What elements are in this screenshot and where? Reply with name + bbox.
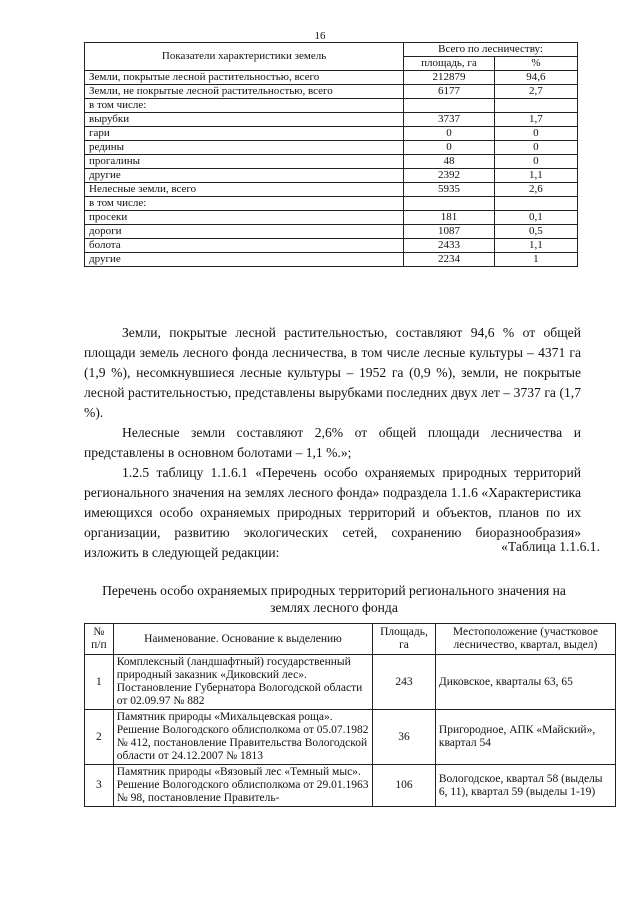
header-location: Местоположение (участковое лесничество, квартал, выдел)	[435, 624, 615, 655]
row-location: Пригородное, АПК «Майский», квартал 54	[435, 710, 615, 765]
page-number: 16	[314, 30, 326, 42]
row-area: 0	[404, 127, 495, 141]
row-pct: 94,6	[494, 71, 577, 85]
table-row	[85, 85, 578, 99]
row-area: 0	[404, 141, 495, 155]
header-name: Наименование. Основание к выделению	[113, 624, 372, 655]
row-label: в том числе:	[85, 99, 404, 113]
row-name: Памятник природы «Вязовый лес «Темный мыс». Решение Вологодского облисполкома от 29.01.1963 № 98, постановление Правитель-	[113, 765, 372, 807]
paragraph-table-amendment: 1.2.5 таблицу 1.1.6.1 «Перечень особо охраняемых природных территорий регионального значения на землях лесного фонда» подраздела 1.1.6 «Характеристика имеющихся особо охраняемых природных территорий и объектов, планов по их организации, развитию экологических сетей, сохранению биоразнообразия» изложить в следующей редакции:	[84, 465, 581, 560]
protected-areas-table	[84, 623, 616, 807]
row-area: 48	[404, 155, 495, 169]
header-pct: %	[494, 57, 577, 71]
row-label: гари	[85, 127, 404, 141]
header-area: Площадь, га	[373, 624, 436, 655]
row-label: другие	[85, 169, 404, 183]
row-area	[404, 99, 495, 113]
body-text	[84, 323, 581, 563]
row-pct: 1,1	[494, 169, 577, 183]
header-num: № п/п	[85, 624, 114, 655]
row-area: 36	[373, 710, 436, 765]
row-pct	[494, 197, 577, 211]
row-pct: 0,5	[494, 225, 577, 239]
row-name: Памятник природы «Михальцевская роща». Решение Вологодского облисполкома от 05.07.1982 № 412, постановление Правительства Вологодской области от 24.12.2007 № 1813	[113, 710, 372, 765]
table-row	[85, 155, 578, 169]
row-area: 6177	[404, 85, 495, 99]
table-row	[85, 765, 616, 807]
header-area: площадь, га	[404, 57, 495, 71]
row-label: вырубки	[85, 113, 404, 127]
row-pct: 1,7	[494, 113, 577, 127]
table-row	[85, 211, 578, 225]
row-pct: 0	[494, 141, 577, 155]
row-label: Земли, покрытые лесной растительностью, всего	[85, 71, 404, 85]
table-row	[85, 239, 578, 253]
row-label: дороги	[85, 225, 404, 239]
row-name: Комплексный (ландшафтный) государственный природный заказник «Диковский лес». Постановление Губернатора Вологодской области от 02.09.97 № 882	[113, 655, 372, 710]
row-label: болота	[85, 239, 404, 253]
paragraph-nonforest-lands: Нелесные земли составляют 2,6% от общей площади лесничества и представлены в основном болотами – 1,1 %.»;	[84, 425, 581, 460]
header-label: Показатели характеристики земель	[85, 43, 404, 71]
row-label: Земли, не покрытые лесной растительностью, всего	[85, 85, 404, 99]
row-pct: 2,7	[494, 85, 577, 99]
table-row	[85, 225, 578, 239]
row-area: 5935	[404, 183, 495, 197]
table-row	[85, 141, 578, 155]
row-area: 2392	[404, 169, 495, 183]
table-row	[85, 127, 578, 141]
row-label: просеки	[85, 211, 404, 225]
table-row	[85, 710, 616, 765]
row-area	[404, 197, 495, 211]
table-reference: «Таблица 1.1.6.1.	[501, 539, 600, 554]
table-row	[85, 183, 578, 197]
table-row	[85, 113, 578, 127]
row-area: 243	[373, 655, 436, 710]
row-label: прогалины	[85, 155, 404, 169]
row-label: в том числе:	[85, 197, 404, 211]
table-row	[85, 71, 578, 85]
row-num: 3	[85, 765, 114, 807]
row-location: Диковское, кварталы 63, 65	[435, 655, 615, 710]
row-area: 106	[373, 765, 436, 807]
row-location: Вологодское, квартал 58 (выделы 6, 11), квартал 59 (выделы 1-19)	[435, 765, 615, 807]
table-row	[85, 169, 578, 183]
table-row	[85, 655, 616, 710]
row-area: 181	[404, 211, 495, 225]
row-area: 2234	[404, 253, 495, 267]
table2-title: Перечень особо охраняемых природных территорий регионального значения на землях лесного фонда	[102, 583, 566, 615]
row-area: 3737	[404, 113, 495, 127]
table-row	[85, 253, 578, 267]
header-group: Всего по лесничеству:	[404, 43, 578, 57]
row-pct: 1,1	[494, 239, 577, 253]
land-characteristics-table	[84, 42, 578, 267]
row-pct: 2,6	[494, 183, 577, 197]
table-row	[85, 197, 578, 211]
row-pct	[494, 99, 577, 113]
row-pct: 0,1	[494, 211, 577, 225]
row-pct: 0	[494, 127, 577, 141]
row-num: 1	[85, 655, 114, 710]
row-area: 1087	[404, 225, 495, 239]
row-num: 2	[85, 710, 114, 765]
row-pct: 0	[494, 155, 577, 169]
row-label: другие	[85, 253, 404, 267]
paragraph-forest-lands: Земли, покрытые лесной растительностью, составляют 94,6 % от общей площади земель лесного фонда лесничества, в том числе лесные культуры – 4371 га (1,9 %), несомкнувшиеся лесные культуры – 1952 га (0,9 %), земли, не покрытые лесной растительностью, представлены вырубками последних двух лет – 3737 га (1,7 %).	[84, 325, 581, 420]
row-label: редины	[85, 141, 404, 155]
row-area: 212879	[404, 71, 495, 85]
table-row	[85, 99, 578, 113]
row-pct: 1	[494, 253, 577, 267]
row-label: Нелесные земли, всего	[85, 183, 404, 197]
row-area: 2433	[404, 239, 495, 253]
